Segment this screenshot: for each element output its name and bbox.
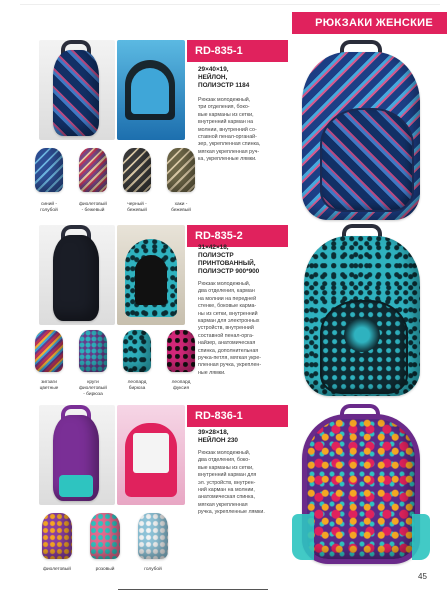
product-1-variant-1 bbox=[31, 148, 67, 198]
caption-line: цветные bbox=[39, 386, 59, 391]
desc-line: два отделения, боко- bbox=[198, 457, 251, 464]
product-1-back-photo bbox=[39, 40, 115, 140]
product-3-variant-1-caption bbox=[34, 567, 80, 573]
desc-line: молнии, внутренний со- bbox=[198, 126, 257, 133]
caption-line: бежевый bbox=[127, 208, 147, 213]
product-1-main-photo bbox=[290, 38, 432, 224]
product-1-variant-2-caption bbox=[70, 202, 116, 214]
product-2-variant-3-caption bbox=[115, 380, 159, 392]
product-3-variant-1 bbox=[38, 513, 76, 563]
product-3-interior-photo bbox=[117, 405, 185, 505]
product-3-variant-3-caption bbox=[130, 567, 176, 573]
caption-line: бирюза bbox=[128, 386, 146, 391]
spec-line: НЕЙЛОН, bbox=[198, 74, 228, 81]
spec-line: 31×42×18, bbox=[198, 244, 229, 251]
product-1-variant-4 bbox=[163, 148, 199, 198]
product-3-variant-2 bbox=[86, 513, 124, 563]
desc-line: пленная ручка, укреплен- bbox=[198, 362, 262, 369]
caption-line: голубой bbox=[144, 567, 162, 572]
desc-line: карман для электронных bbox=[198, 318, 260, 325]
product-1-interior-photo bbox=[117, 40, 185, 140]
desc-line: три отделения, боко- bbox=[198, 104, 250, 111]
product-3-specs bbox=[198, 429, 293, 445]
desc-line: мягкая укрепленная руч- bbox=[198, 148, 260, 155]
section-title: РЮКЗАКИ ЖЕНСКИЕ bbox=[292, 12, 447, 34]
caption-line: черный - bbox=[127, 202, 147, 207]
top-rule bbox=[20, 4, 440, 5]
product-2-variant-2 bbox=[75, 330, 111, 376]
caption-line: фуксия bbox=[172, 386, 190, 391]
product-2-back-photo bbox=[39, 225, 115, 325]
product-1-variant-3-caption bbox=[115, 202, 159, 214]
product-3-variant-2-caption bbox=[82, 567, 128, 573]
caption-line: фиолетовый bbox=[43, 567, 71, 572]
product-2-code: RD-835-2 bbox=[187, 225, 288, 247]
desc-line: составной пенал-орга- bbox=[198, 332, 254, 339]
desc-line: Рюкзак молодежный, bbox=[198, 450, 251, 456]
spec-line: ПОЛИЭСТР 900*900 bbox=[198, 268, 260, 275]
spec-line: ПОЛИЭСТР bbox=[198, 252, 234, 259]
product-2-variant-4-caption bbox=[158, 380, 204, 392]
caption-line: бежевый bbox=[171, 208, 191, 213]
product-1-variant-1-caption bbox=[28, 202, 70, 214]
desc-line: ручка-петля, мягкая укре- bbox=[198, 355, 262, 362]
desc-line: внутренний карман для bbox=[198, 472, 257, 479]
caption-line: круги bbox=[87, 380, 99, 385]
desc-line: зер, укрепленная спинка, bbox=[198, 141, 261, 148]
product-3-back-photo bbox=[39, 405, 115, 505]
caption-line: зигзаги bbox=[41, 380, 57, 385]
desc-line: Рюкзак молодежный, bbox=[198, 97, 251, 103]
desc-line: мягкая укрепленная bbox=[198, 501, 248, 508]
product-1-variant-3 bbox=[119, 148, 155, 198]
spec-line: 39×28×18, bbox=[198, 429, 229, 436]
desc-line: эл. устройств, внутрен- bbox=[198, 479, 256, 486]
product-2-variant-2-caption bbox=[70, 380, 116, 398]
product-1-variant-4-caption bbox=[158, 202, 204, 214]
desc-line: ные лямки. bbox=[198, 369, 226, 376]
desc-line: ручка, укрепленные лямки. bbox=[198, 509, 265, 516]
desc-line: вые карманы из сетки, bbox=[198, 464, 254, 471]
desc-line: устройств, внутренний bbox=[198, 325, 254, 332]
product-2-variant-1 bbox=[31, 330, 67, 376]
caption-line: синий - bbox=[40, 202, 58, 207]
product-1-specs bbox=[198, 66, 293, 90]
product-2-interior-photo bbox=[117, 225, 185, 325]
product-2-variant-3 bbox=[119, 330, 155, 376]
caption-line: розовый bbox=[95, 567, 115, 572]
desc-line: ставной пенал-органай- bbox=[198, 134, 257, 141]
desc-line: внутренний карман на bbox=[198, 119, 254, 126]
product-2-variant-4 bbox=[163, 330, 199, 376]
desc-line: на молнии на передней bbox=[198, 295, 257, 302]
product-3-description bbox=[198, 450, 294, 517]
desc-line: найзер, анатомическая bbox=[198, 340, 256, 347]
desc-line: Рюкзак молодежный, bbox=[198, 281, 251, 287]
desc-line: спинка, дополнительная bbox=[198, 347, 259, 354]
product-3-variant-3 bbox=[134, 513, 172, 563]
desc-line: вые карманы из сетки, bbox=[198, 111, 254, 118]
caption-line: леопард bbox=[127, 380, 147, 385]
product-2-variant-1-caption bbox=[28, 380, 70, 392]
spec-line: ПРИНТОВАННЫЙ, bbox=[198, 260, 256, 267]
product-2-specs bbox=[198, 244, 293, 276]
desc-line: два отделения, карман bbox=[198, 288, 255, 295]
footer-rule bbox=[118, 589, 268, 590]
desc-line: ний карман на молнии, bbox=[198, 487, 255, 494]
desc-line: ны из сетки, внутренний bbox=[198, 310, 258, 317]
caption-line: голубой bbox=[40, 208, 58, 213]
spec-line: ПОЛИЭСТР 1184 bbox=[198, 82, 250, 89]
desc-line: анатомическая спинка, bbox=[198, 494, 255, 501]
product-3-main-photo bbox=[288, 404, 434, 574]
product-2-main-photo bbox=[290, 222, 432, 402]
product-1-description bbox=[198, 97, 294, 164]
desc-line: стенке, боковые карма- bbox=[198, 303, 257, 310]
spec-line: НЕЙЛОН 230 bbox=[198, 437, 238, 444]
caption-line: фиолетовый bbox=[79, 386, 107, 391]
caption-line: - бежевый bbox=[81, 208, 105, 213]
spec-line: 29×40×19, bbox=[198, 66, 229, 73]
caption-line: - бирюза bbox=[83, 392, 103, 397]
page-number: 45 bbox=[418, 572, 427, 581]
caption-line: леопард bbox=[171, 380, 191, 385]
caption-line: фиолетовый bbox=[79, 202, 107, 207]
product-1-variant-2 bbox=[75, 148, 111, 198]
product-3-code: RD-836-1 bbox=[187, 405, 288, 427]
product-2-description bbox=[198, 281, 294, 377]
caption-line: хаки - bbox=[174, 202, 188, 207]
desc-line: ка, укрепленные лямки. bbox=[198, 156, 257, 163]
product-1-code: RD-835-1 bbox=[187, 40, 288, 62]
